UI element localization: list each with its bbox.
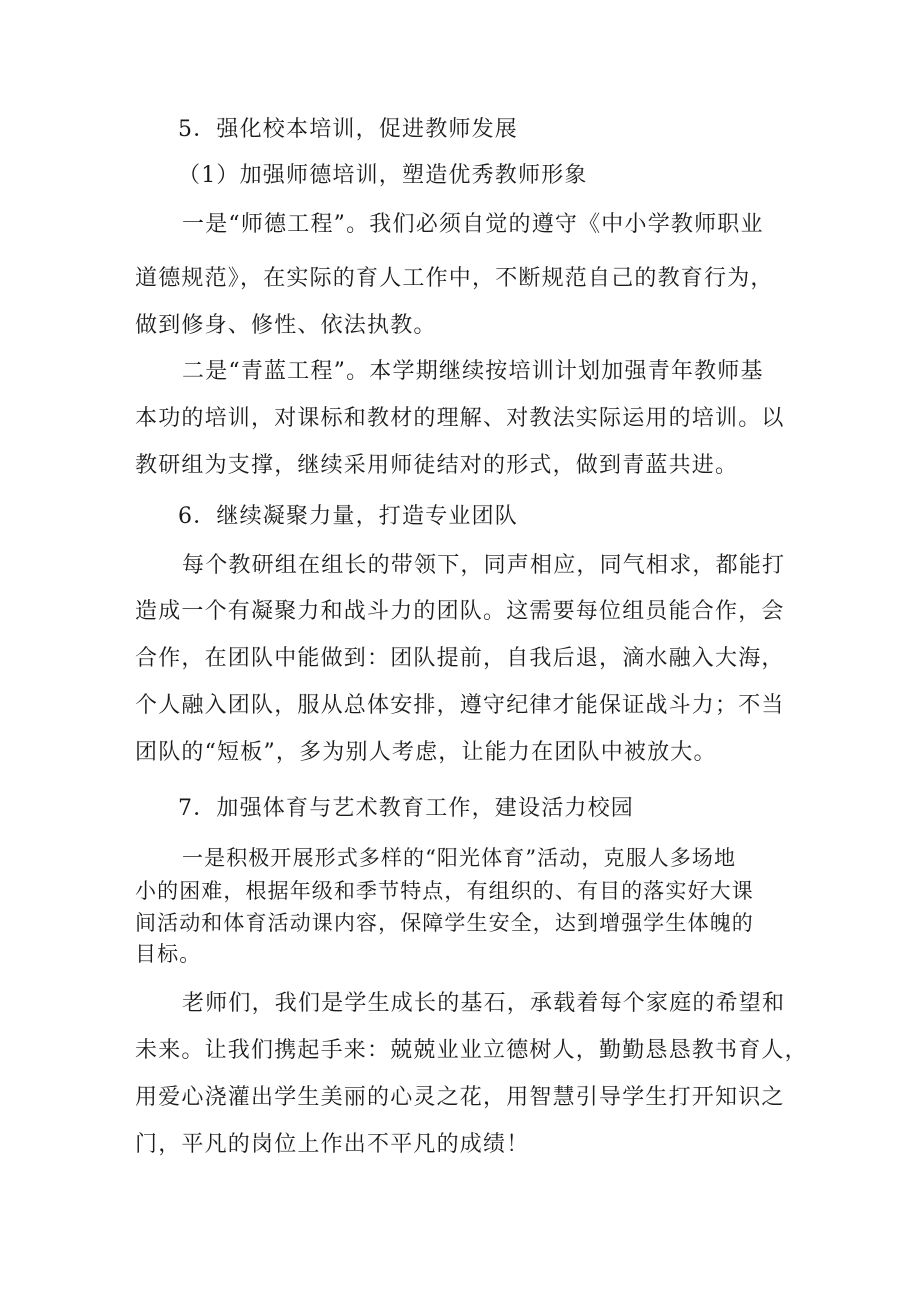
section-6-heading: 6．继续凝聚力量，打造专业团队 bbox=[178, 504, 518, 529]
paragraph-line: 团队的“短板”，多为别人考虑，让能力在团队中被放大。 bbox=[135, 740, 717, 765]
paragraph-line: 门，平凡的岗位上作出不平凡的成绩！ bbox=[135, 1132, 530, 1157]
paragraph-line: 目标。 bbox=[135, 942, 202, 966]
paragraph-line: 做到修身、修性、依法执教。 bbox=[135, 313, 437, 338]
section-5-heading: 5．强化校本培训，促进教师发展 bbox=[178, 117, 518, 142]
paragraph-line: 用爱心浇灌出学生美丽的心灵之花，用智慧引导学生打开知识之 bbox=[135, 1085, 785, 1110]
paragraph-line: 老师们，我们是学生成长的基石，承载着每个家庭的希望和 bbox=[182, 991, 786, 1016]
paragraph-line: 间活动和体育活动课内容，保障学生安全，达到增强学生体魄的 bbox=[135, 911, 754, 935]
paragraph-line: 个人融入团队，服从总体安排，遵守纪律才能保证战斗力；不当 bbox=[135, 693, 785, 718]
paragraph-line: 造成一个有凝聚力和战斗力的团队。这需要每位组员能合作，会 bbox=[135, 599, 785, 624]
paragraph-line: 本功的培训，对课标和教材的理解、对教法实际运用的培训。以 bbox=[135, 406, 785, 431]
paragraph-line: 道德规范》，在实际的育人工作中，不断规范自己的教育行为， bbox=[135, 266, 774, 291]
section-5-subheading: （1）加强师德培训，塑造优秀教师形象 bbox=[178, 163, 588, 188]
paragraph-line: 一是“师德工程”。我们必须自觉的遵守《中小学教师职业 bbox=[182, 212, 764, 237]
paragraph-line: 小的困难，根据年级和季节特点，有组织的、有目的落实好大课 bbox=[135, 879, 754, 903]
paragraph-line: 每个教研组在组长的带领下，同声相应，同气相求，都能打 bbox=[182, 553, 786, 578]
paragraph-line: 未来。让我们携起手来：兢兢业业立德树人，勤勤恳恳教书育人， bbox=[135, 1038, 808, 1063]
paragraph-line: 合作，在团队中能做到：团队提前，自我后退，滴水融入大海， bbox=[135, 646, 785, 671]
paragraph-line: 教研组为支撑，继续采用师徒结对的形式，做到青蓝共进。 bbox=[135, 453, 739, 478]
paragraph-line: 二是“青蓝工程”。本学期继续按培训计划加强青年教师基 bbox=[182, 359, 764, 384]
paragraph-line: 一是积极开展形式多样的“阳光体育”活动，克服人多场地 bbox=[182, 846, 737, 870]
section-7-heading: 7．加强体育与艺术教育工作，建设活力校园 bbox=[178, 796, 634, 821]
